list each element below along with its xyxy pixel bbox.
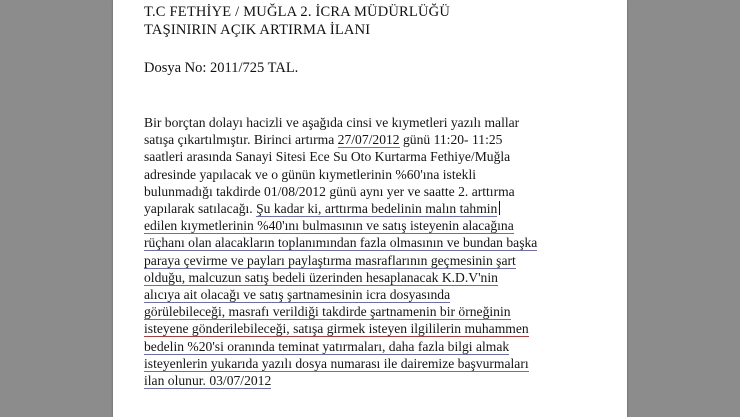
header-subtitle: TAŞINIRIN AÇIK ARTIRMA İLANI: [144, 22, 371, 38]
underlined-text: Şu kadar ki, arttırma bedelinin malın tahmin: [256, 201, 498, 217]
underlined-text: görülebileceği, masrafı verildiği takdirde şartnamenin bir örneğinin: [144, 304, 511, 320]
body-line: [144, 303, 612, 320]
underlined-text: alıcıya ait olacağı ve satış şartnamesinin icra dosyasında: [144, 287, 451, 303]
body-line: [144, 320, 612, 337]
underlined-text: ilan olunur.: [144, 373, 210, 389]
announcement-body: [144, 114, 612, 389]
underlined-text: isteyene gönderilebileceği, satışa girmek isteyen ilgililerin muhammen: [144, 321, 529, 337]
announcement-date: 03/07/2012: [209, 373, 272, 389]
body-text: satışa çıkartılmıştır. Birinci artırma: [144, 132, 338, 148]
underlined-text: olduğu, malcuzun satış bedeli üzerinden hesaplanacak K.D.V'nin: [144, 269, 498, 285]
underlined-text: isteyenlerin yukarıda yazılı dosya numarası ile dairemize başvurmaları: [144, 355, 529, 371]
body-line: Bir borçtan dolayı hacizli ve aşağıda cinsi ve kıymetleri yazılı mallar: [144, 115, 520, 130]
body-text: yapılarak satılacağı.: [144, 201, 257, 217]
body-line: [144, 355, 612, 372]
body-line: [144, 269, 612, 286]
body-line: bulunmadığı takdirde 01/08/2012 günü aynı yer ve saatte 2. arttırma: [144, 183, 515, 199]
body-line: [144, 286, 612, 303]
header-title: T.C FETHİYE / MUĞLA 2. İCRA MÜDÜRLÜĞÜ: [144, 4, 450, 20]
body-text: günü 11:20- 11:25: [399, 132, 503, 148]
body-line: [144, 200, 612, 217]
first-auction-date: 27/07/2012: [337, 132, 400, 148]
underlined-text: rüçhanı olan alacakların toplanımından fazla olmasının ve bundan başka: [144, 235, 538, 251]
body-line: [144, 372, 612, 389]
body-line: [144, 217, 612, 234]
body-line: saatleri arasında Sanayi Sitesi Ece Su Oto Kurtarma Fethiye/Muğla: [144, 149, 511, 165]
body-line: adresinde yapılacak ve o günün kıymetlerinin %60'ına istekli: [144, 166, 477, 182]
underlined-text: edilen kıymetlerinin %40'ını bulmasının ve satış isteyenin alacağına: [144, 218, 514, 234]
body-line: [144, 234, 612, 251]
body-line: [144, 131, 612, 148]
body-line: [144, 252, 612, 269]
text-cursor: [499, 201, 500, 215]
file-number: Dosya No: 2011/725 TAL.: [144, 60, 299, 76]
document-page: [113, 0, 627, 417]
underlined-text: bedelin %20'si oranında teminat yatırmaları, daha fazla bilgi almak: [144, 338, 510, 354]
body-line: [144, 338, 612, 355]
underlined-text: paraya çevirme ve payları paylaştırma masraflarının geçmesinin şart: [144, 252, 516, 268]
